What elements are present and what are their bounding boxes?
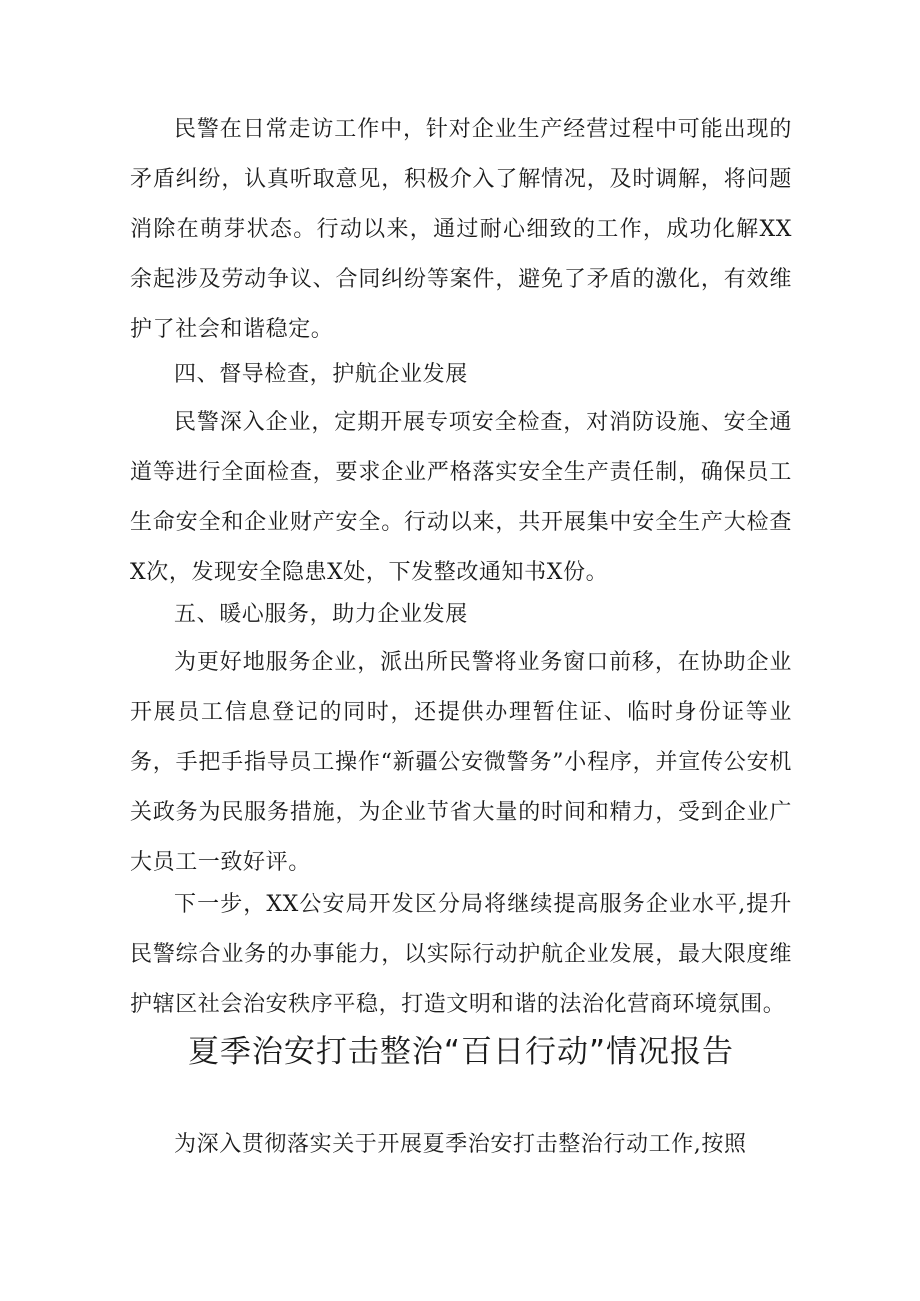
paragraph-service: 为更好地服务企业，派出所民警将业务窗口前移，在协助企业开展员工信息登记的同时，还提供办理暂住证、临时身份证等业务，手把手指导员工操作“新疆公安微警务”小程序，并宣传公安机关政务为民服务措施，为企业节省大量的时间和精力，受到企业广大员工一致好评。 [130, 650, 792, 875]
report-title: 夏季治安打击整治“百日行动”情况报告 [187, 1034, 735, 1070]
paragraph-mediation: 民警在日常走访工作中，针对企业生产经营过程中可能出现的矛盾纠纷，认真听取意见，积极介入了解情况，及时调解，将问题消除在萌芽状态。行动以来，通过耐心细致的工作，成功化解XX余起涉及劳动争议、合同纠纷等案件，避免了矛盾的激化，有效维护了社会和谐稳定。 [130, 117, 792, 342]
section-heading-5: 五、暖心服务，助力企业发展 [174, 602, 468, 627]
paragraph-report-intro: 为深入贯彻落实关于开展夏季治安打击整治行动工作,按照 [174, 1132, 747, 1157]
paragraph-next-step: 下一步，XX公安局开发区分局将继续提高服务企业水平,提升民警综合业务的办事能力，以实际行动护航企业发展，最大限度维护辖区社会治安秩序平稳，打造文明和谐的法治化营商环境氛围。 [130, 892, 792, 1017]
section-heading-4: 四、督导检查，护航企业发展 [174, 362, 468, 387]
paragraph-inspection: 民警深入企业，定期开展专项安全检查，对消防设施、安全通道等进行全面检查，要求企业严格落实安全生产责任制，确保员工生命安全和企业财产安全。行动以来，共开展集中安全生产大检查X次，发现安全隐患X处，下发整改通知书X份。 [130, 410, 792, 585]
